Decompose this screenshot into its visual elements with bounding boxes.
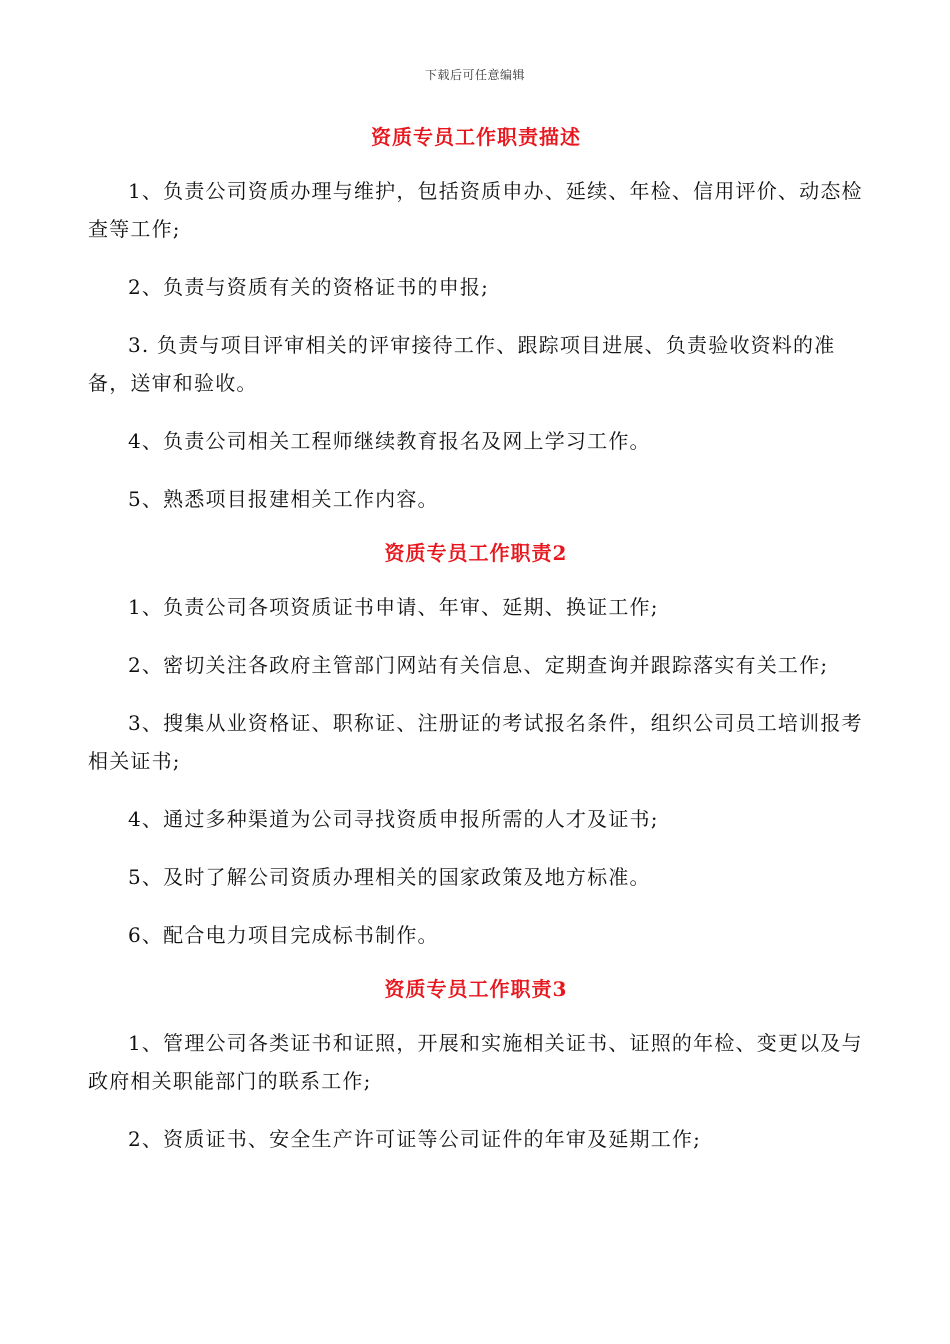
- paragraph: 3、搜集从业资格证、职称证、注册证的考试报名条件，组织公司员工培训报考相关证书;: [88, 711, 863, 773]
- header-note: 下载后可任意编辑: [424, 68, 525, 82]
- section-title: 资质专员工作职责描述: [371, 125, 581, 149]
- paragraph: 1、管理公司各类证书和证照，开展和实施相关证书、证照的年检、变更以及与政府相关职能部门的联系工作;: [88, 1031, 863, 1093]
- paragraph: 4、负责公司相关工程师继续教育报名及网上学习工作。: [128, 429, 651, 453]
- paragraph: 2、密切关注各政府主管部门网站有关信息、定期查询并跟踪落实有关工作;: [128, 653, 829, 677]
- paragraph: 6、配合电力项目完成标书制作。: [128, 923, 439, 947]
- paragraph: 5、熟悉项目报建相关工作内容。: [128, 487, 439, 511]
- paragraph: 2、负责与资质有关的资格证书的申报;: [128, 275, 490, 299]
- paragraph: 1、负责公司各项资质证书申请、年审、延期、换证工作;: [128, 595, 659, 619]
- paragraph: 3. 负责与项目评审相关的评审接待工作、跟踪项目进展、负责验收资料的准备，送审和验收。: [88, 333, 836, 395]
- paragraph: 5、及时了解公司资质办理相关的国家政策及地方标准。: [128, 865, 651, 889]
- paragraph: 4、通过多种渠道为公司寻找资质申报所需的人才及证书;: [128, 807, 659, 831]
- section-title: 资质专员工作职责3: [384, 977, 568, 1001]
- paragraph: 1、负责公司资质办理与维护，包括资质申办、延续、年检、信用评价、动态检查等工作;: [88, 179, 863, 241]
- document-body: [88, 120, 864, 1158]
- section-title: 资质专员工作职责2: [384, 541, 568, 565]
- paragraph: 2、资质证书、安全生产许可证等公司证件的年审及延期工作;: [128, 1127, 702, 1151]
